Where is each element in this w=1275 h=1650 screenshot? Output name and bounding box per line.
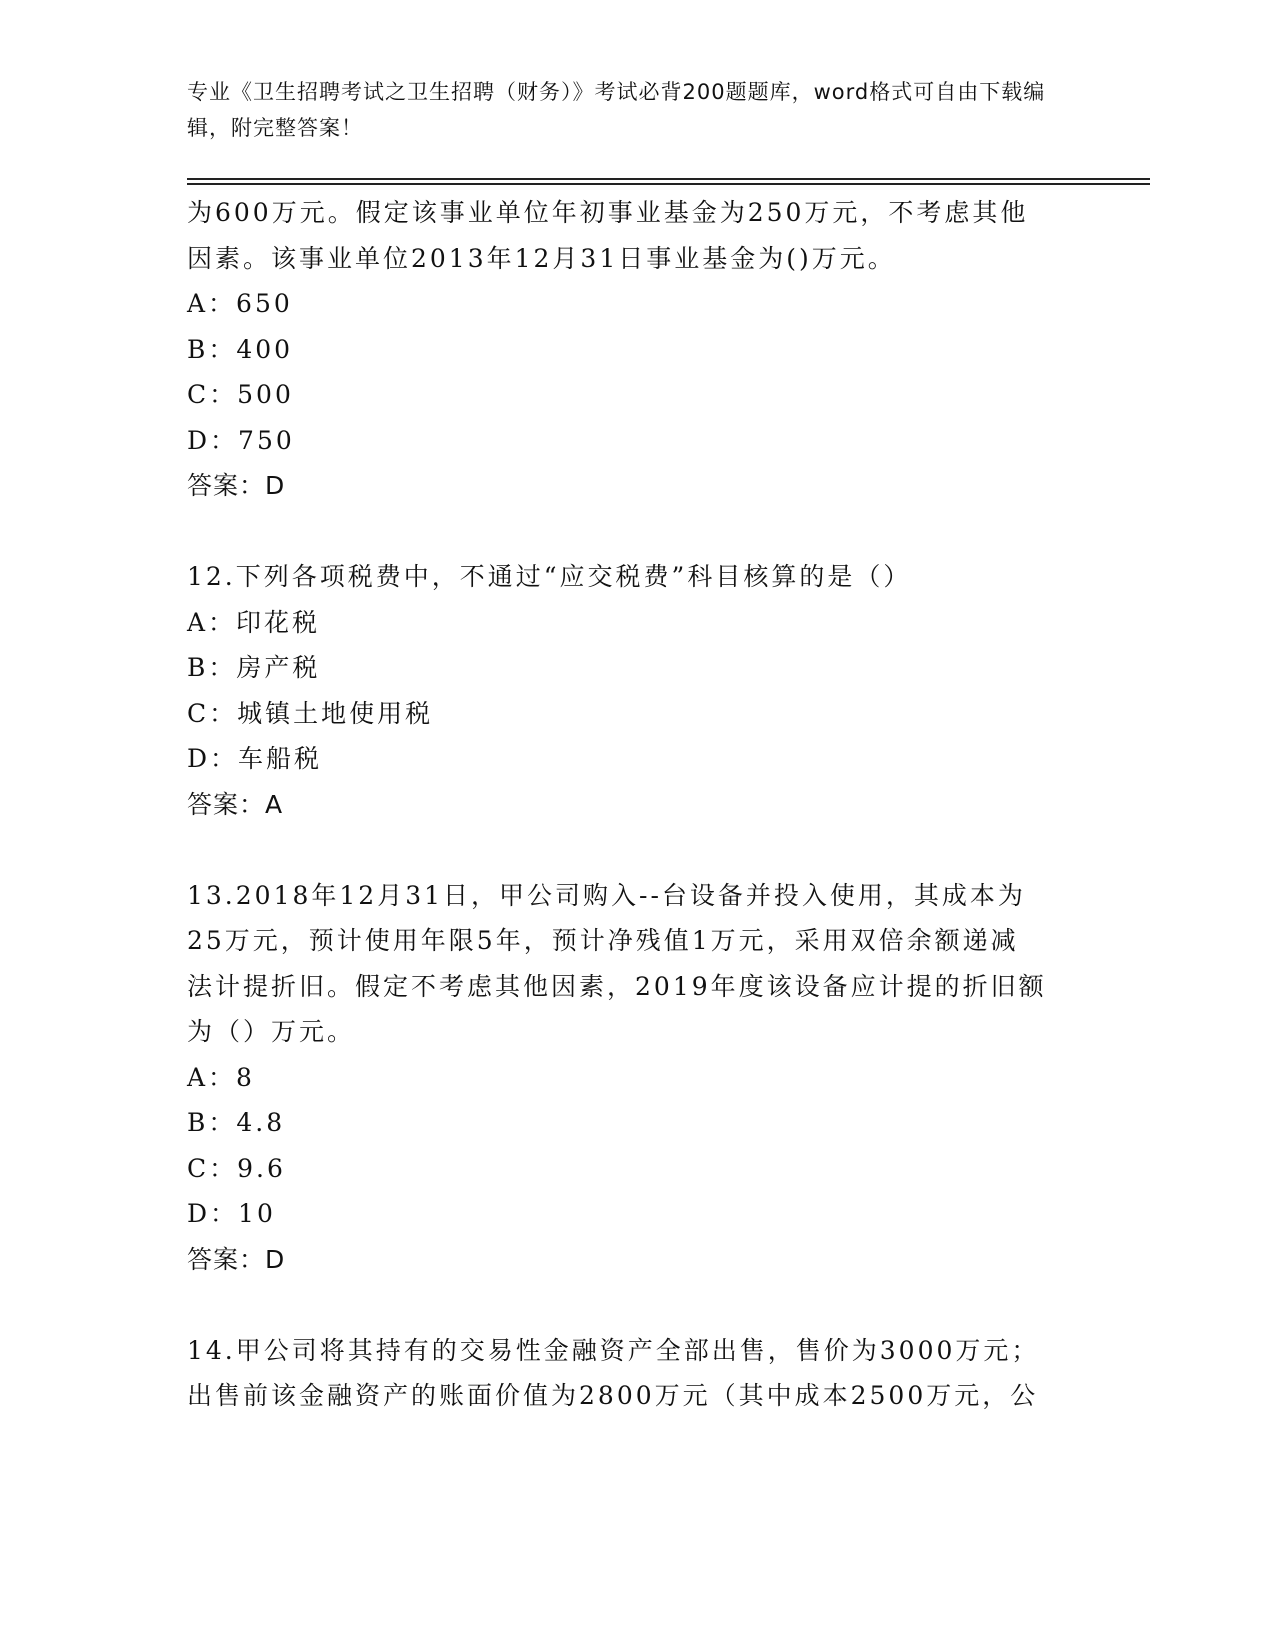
option-d: D：750: [187, 425, 295, 455]
option-d: D：10: [187, 1199, 276, 1228]
question-13: [187, 873, 1067, 1283]
question-stem-line: 12.下列各项税费中，不通过“应交税费”科目核算的是（）: [187, 562, 912, 591]
header-rule-bottom: [187, 183, 1150, 185]
question-stem-line: 为（）万元。: [187, 1017, 356, 1046]
option-c: C：城镇土地使用税: [187, 698, 434, 728]
question-14: [187, 1328, 1067, 1419]
option-b: B：400: [187, 334, 294, 364]
question-gap: [187, 1282, 1067, 1328]
question-stem-line: 出售前该金融资产的账面价值为2800万元（其中成本2500万元，公: [187, 1381, 1039, 1410]
option-c: C：500: [187, 380, 294, 409]
option-a: A：650: [187, 289, 293, 318]
document-header: 专业《卫生招聘考试之卫生招聘（财务）》考试必背200题题库，word格式可自由下载编辑，附完整答案！: [187, 80, 1046, 140]
answer-line: 答案：A: [187, 789, 284, 819]
option-c: C：9.6: [187, 1153, 286, 1183]
option-a: A：印花税: [187, 607, 321, 637]
answer-line: 答案：D: [187, 1244, 286, 1274]
question-11: [187, 190, 1067, 509]
option-b: B：房产税: [187, 653, 321, 682]
answer-line: 答案：D: [187, 471, 286, 500]
question-content: [187, 190, 1067, 1419]
question-12: [187, 554, 1067, 827]
question-stem-line: 14.甲公司将其持有的交易性金融资产全部出售，售价为3000万元；: [187, 1335, 1040, 1365]
question-stem-line: 因素。该事业单位2013年12月31日事业基金为()万元。: [187, 243, 896, 273]
question-gap: [187, 509, 1067, 555]
option-a: A：8: [187, 1062, 255, 1092]
option-b: B：4.8: [187, 1108, 286, 1137]
header-rule-top: [187, 178, 1150, 180]
question-gap: [187, 827, 1067, 873]
question-stem-line: 法计提折旧。假定不考虑其他因素，2019年度该设备应计提的折旧额: [187, 971, 1047, 1001]
question-stem-line: 13.2018年12月31日，甲公司购入--台设备并投入使用，其成本为: [187, 880, 1026, 910]
question-stem-line: 25万元，预计使用年限5年，预计净残值1万元，采用双倍余额递减: [187, 926, 1019, 955]
option-d: D：车船税: [187, 744, 323, 773]
question-stem-line: 为600万元。假定该事业单位年初事业基金为250万元，不考虑其他: [187, 198, 1029, 227]
